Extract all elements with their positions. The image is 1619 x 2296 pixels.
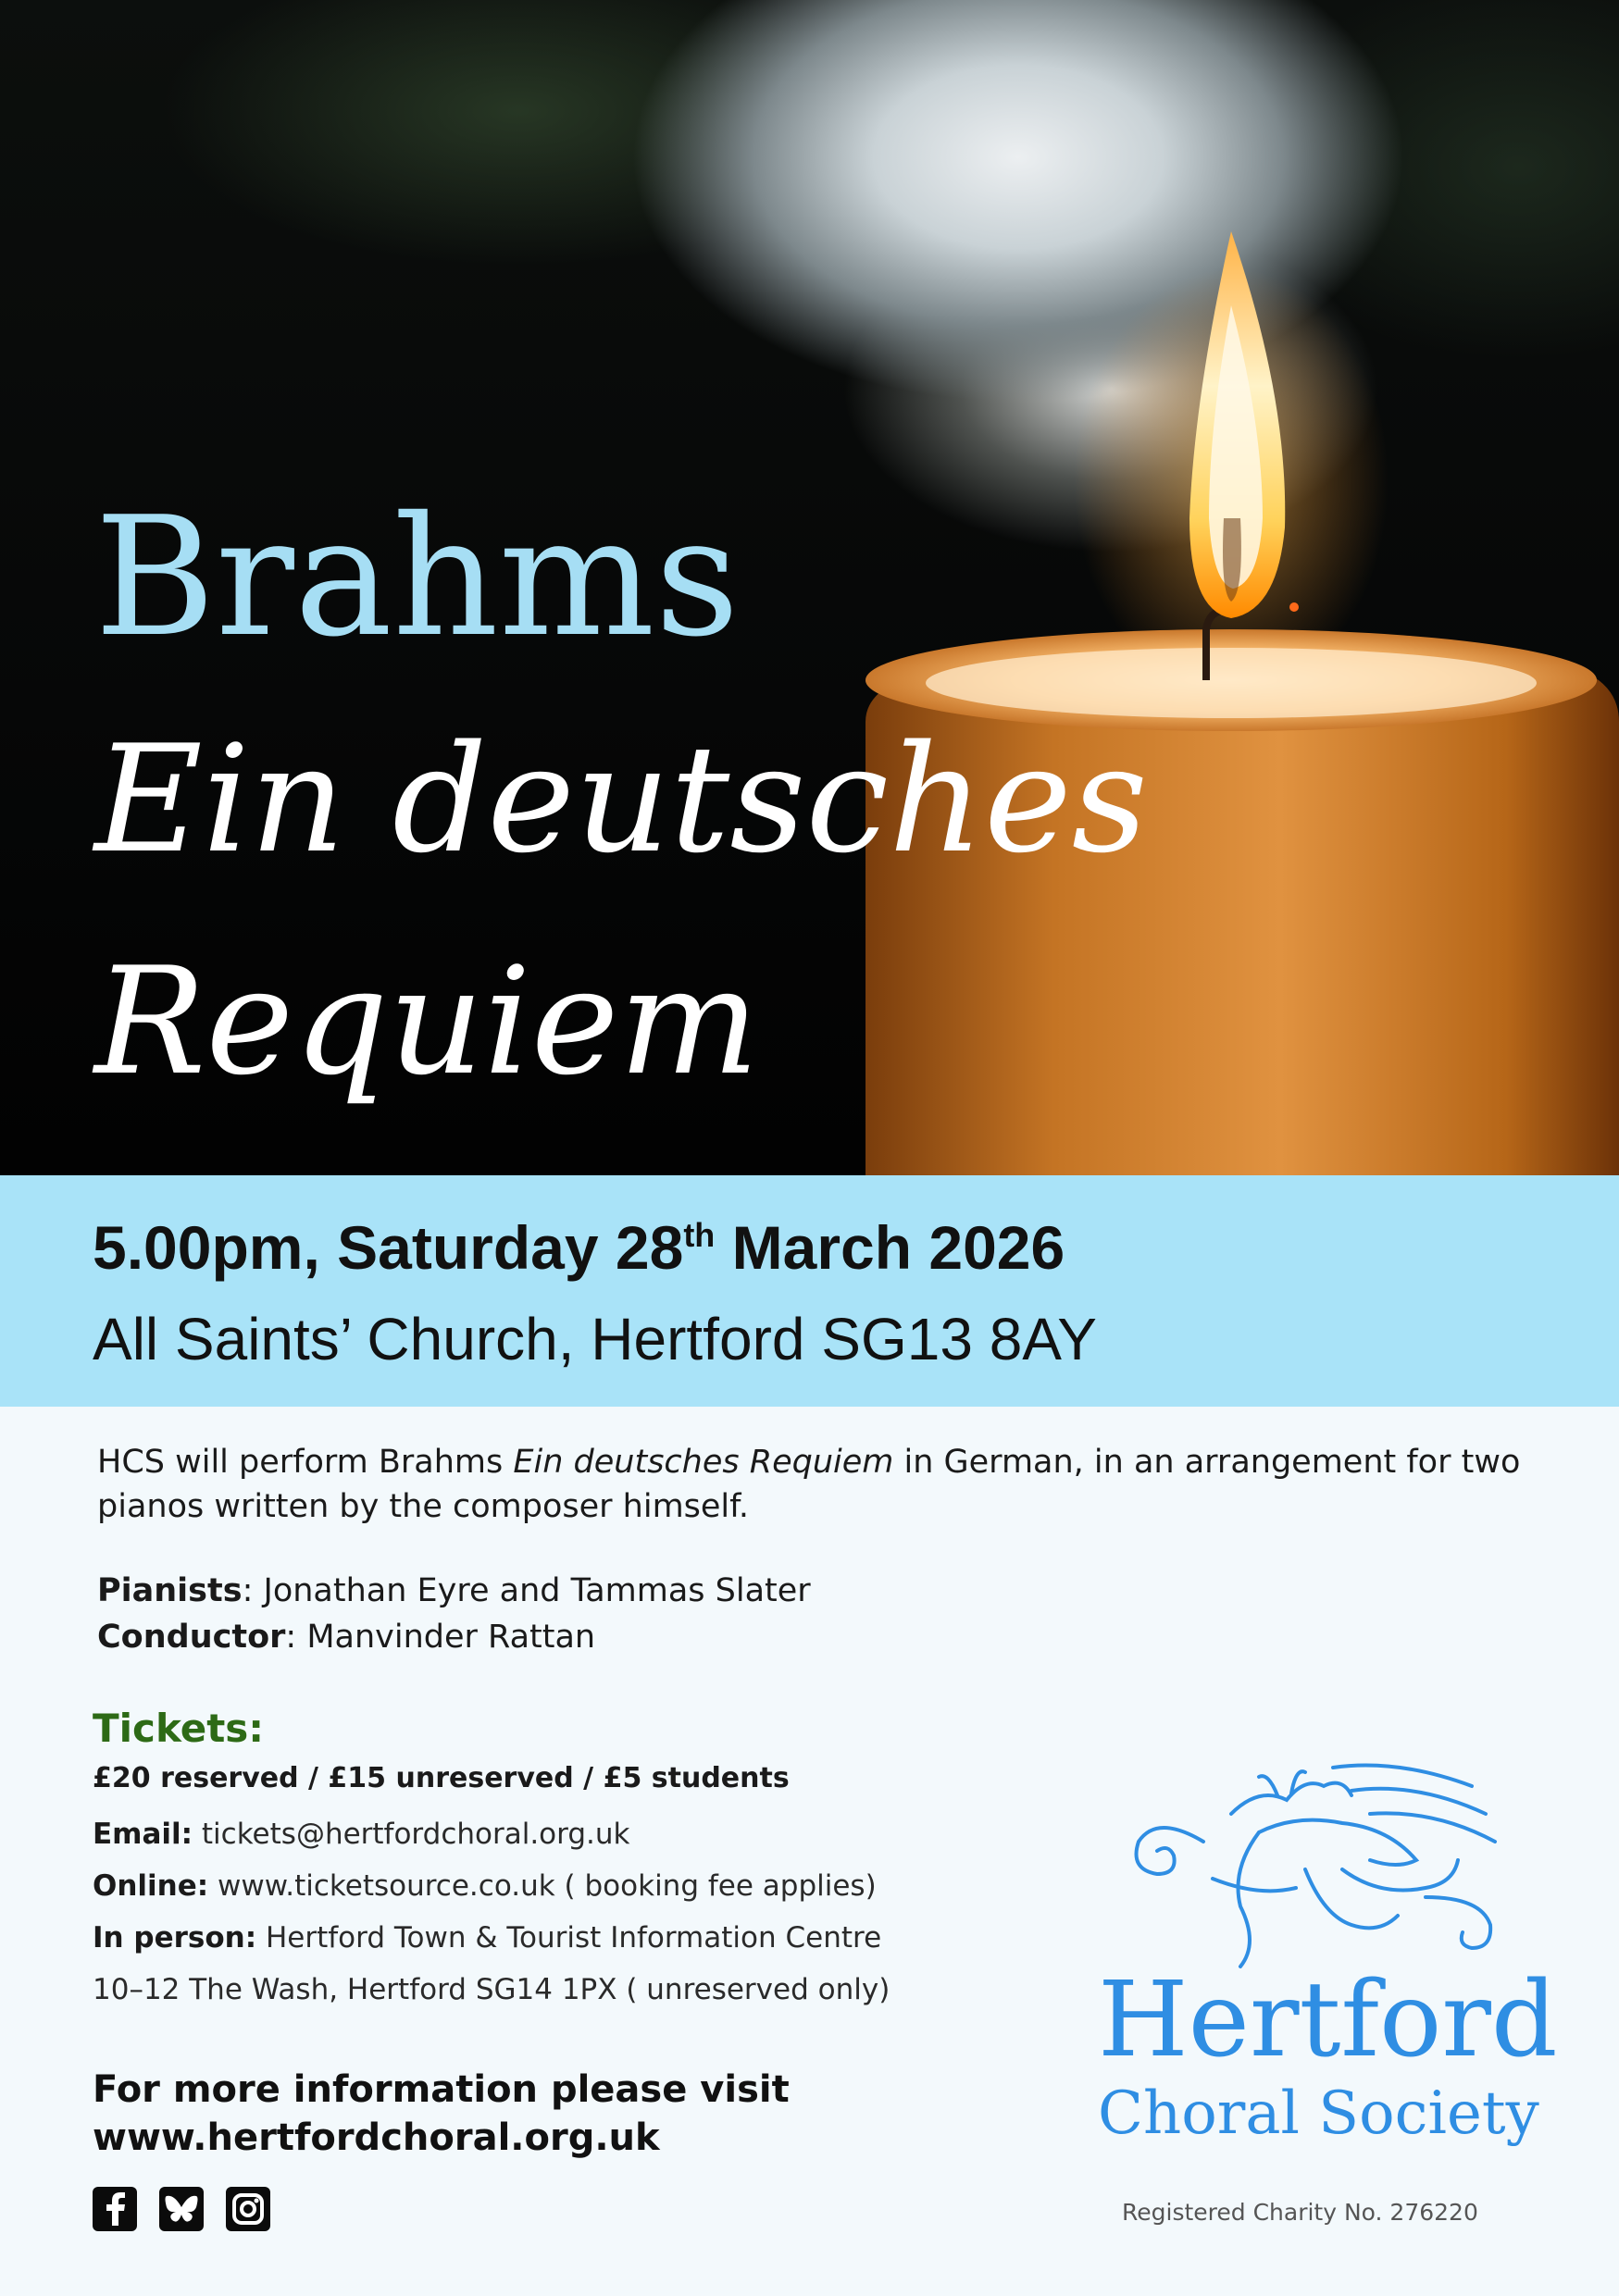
event-datetime-suffix: March 2026 xyxy=(715,1213,1065,1282)
intro-paragraph xyxy=(97,1440,1541,1529)
email-link[interactable]: tickets@hertfordchoral.org.uk xyxy=(193,1818,630,1851)
facebook-icon[interactable] xyxy=(93,2187,137,2231)
conductor-line xyxy=(97,1614,811,1660)
date-venue-band xyxy=(0,1175,1619,1407)
online-link[interactable]: www.ticketsource.co.uk ( booking fee applies) xyxy=(208,1869,877,1903)
social-icons xyxy=(93,2187,270,2231)
title-ein-deutsches: Ein deutsches xyxy=(94,713,1148,886)
tickets-inperson-line xyxy=(93,1921,881,1955)
intro-work-title: Ein deutsches Requiem xyxy=(513,1444,894,1481)
ticket-prices: £20 reserved / £15 unreserved / £5 students xyxy=(93,1762,790,1794)
title-brahms: Brahms xyxy=(94,481,740,673)
intro-before: HCS will perform Brahms xyxy=(97,1444,514,1481)
tickets-heading: Tickets: xyxy=(93,1706,265,1751)
conductor-name: : Manvinder Rattan xyxy=(285,1619,596,1656)
performers xyxy=(97,1568,811,1660)
event-datetime xyxy=(93,1212,1065,1283)
more-info-text: For more information please visit xyxy=(93,2068,790,2111)
pianists-names: : Jonathan Eyre and Tammas Slater xyxy=(242,1572,811,1609)
website-link[interactable]: www.hertfordchoral.org.uk xyxy=(93,2116,660,2159)
hart-logo-icon xyxy=(1120,1758,1509,1980)
logo-choral-society: Choral Society xyxy=(1098,2079,1539,2148)
event-datetime-ordinal: th xyxy=(683,1216,716,1254)
charity-number: Registered Charity No. 276220 xyxy=(1122,2199,1478,2226)
online-label: Online: xyxy=(93,1869,209,1903)
tickets-email-line xyxy=(93,1818,629,1851)
instagram-icon[interactable] xyxy=(226,2187,270,2231)
tickets-address-line: 10–12 The Wash, Hertford SG14 1PX ( unreserved only) xyxy=(93,1973,890,2006)
logo-hertford: Hertford xyxy=(1098,1960,1558,2080)
pianists-line xyxy=(97,1568,811,1614)
more-info xyxy=(93,2066,790,2162)
event-datetime-prefix: 5.00pm, Saturday 28 xyxy=(93,1213,684,1282)
title-requiem: Requiem xyxy=(94,935,760,1108)
bluesky-icon[interactable] xyxy=(159,2187,204,2231)
email-label: Email: xyxy=(93,1818,193,1851)
inperson-venue: Hertford Town & Tourist Information Centre xyxy=(256,1921,882,1955)
pianists-label: Pianists xyxy=(97,1572,243,1609)
tickets-online-line xyxy=(93,1869,877,1903)
inperson-label: In person: xyxy=(93,1921,257,1955)
event-venue: All Saints’ Church, Hertford SG13 8AY xyxy=(93,1306,1097,1372)
conductor-label: Conductor xyxy=(97,1619,286,1656)
intro-after: in German, in an arrangement for two pianos written by the composer himself. xyxy=(97,1444,1521,1525)
